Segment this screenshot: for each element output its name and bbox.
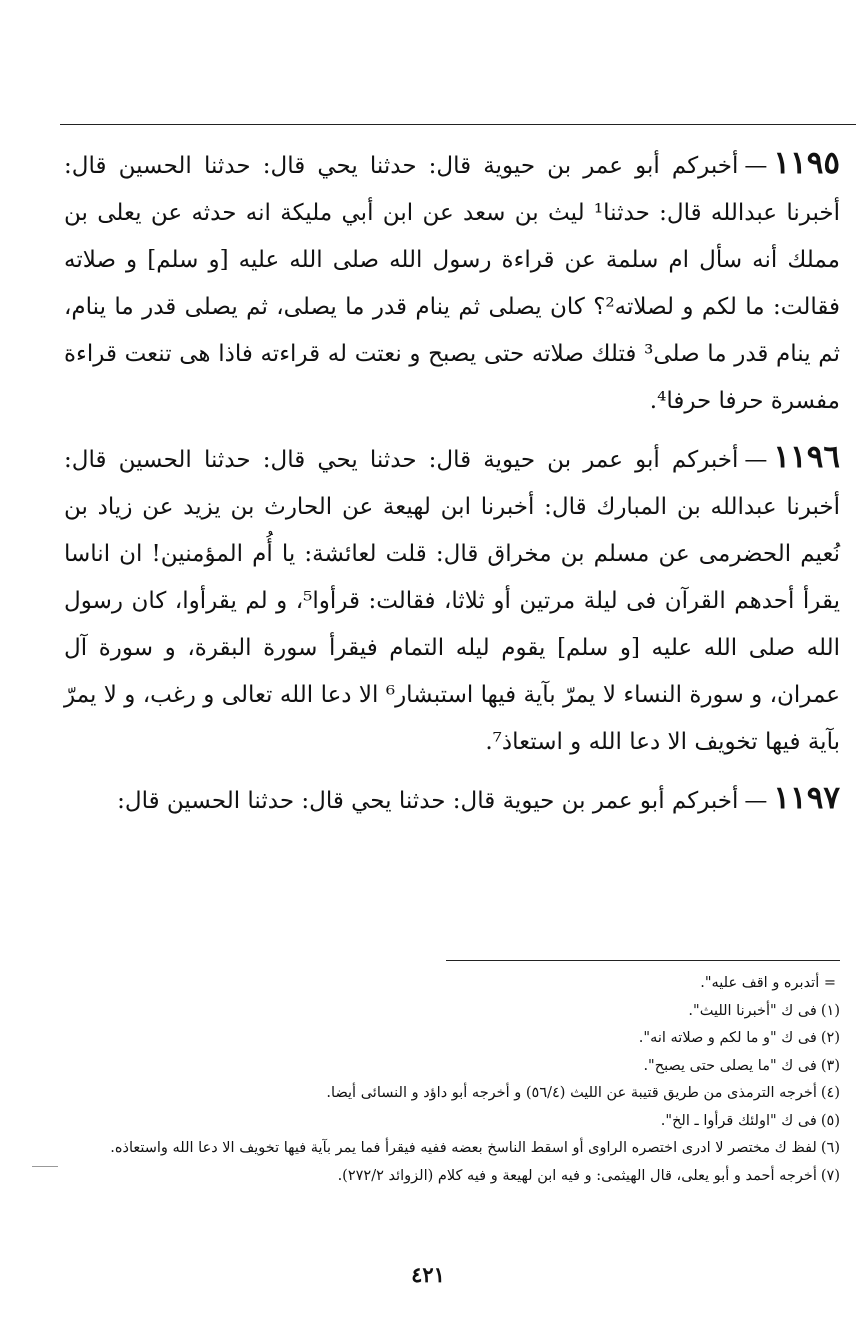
- footnote-text: أخرجه أحمد و أبو يعلى، قال الهيثمى: و فيه ابن لهيعة و فيه كلام (الزوائد ٢٧٢/٢).: [337, 1167, 817, 1184]
- hadith-number: ١١٩٧: [773, 780, 840, 816]
- footnote-6: [40, 1135, 840, 1163]
- page-number: ٤٢١: [411, 1262, 445, 1287]
- footnote-number: (٢): [820, 1030, 840, 1046]
- footnote-text: فى ك "أخبرنا الليث".: [688, 1002, 817, 1019]
- footnote-text: لفظ ك مختصر لا ادرى اختصره الراوى أو اسقط الناسخ بعضه ففيه فيقرأ فما يمر بآية فيها تخويف الا دعا الله واستعاذه.: [110, 1140, 817, 1156]
- main-text: [64, 140, 840, 834]
- hadith-text: أخبركم أبو عمر بن حيوية قال: حدثنا يحي قال: حدثنا الحسين قال:: [117, 788, 739, 814]
- footnotes: [40, 970, 840, 1190]
- footnote-3: [40, 1053, 840, 1081]
- hadith-number: ١١٩٥: [773, 145, 840, 181]
- hadith-1195: [64, 140, 840, 425]
- hadith-1196: [64, 434, 840, 766]
- hadith-text: أخبركم أبو عمر بن حيوية قال: حدثنا يحي قال: حدثنا الحسين قال: أخبرنا عبدالله بن المبارك قال: أخبرنا ابن لهيعة عن الحارث بن يزيد عن زياد بن نُعيم الحضرمى عن مسلم بن مخراق قال: قلت لعائشة: يا أُم المؤمنين! ان اناسا يقرأ أحدهم القرآن فى ليلة مرتين أو ثلاثا، فقالت: قرأوا⁵، و لم يقرأوا، كان رسول الله صلى الله عليه [و سلم] يقوم ليله التمام فيقرأ سورة البقرة، و سورة آل عمران، و سورة النساء لا يمرّ بآية فيها استبشار⁶ الا دعا الله تعالى و رغب، و لا يمرّ بآية فيها تخويف الا دعا الله و استعاذ⁷.: [64, 447, 841, 755]
- footnote-number: (٧): [820, 1167, 840, 1184]
- footnote-separator: [446, 960, 840, 961]
- footnote-5: [40, 1108, 840, 1136]
- hadith-dash: —: [744, 447, 768, 473]
- footnote-number: (٣): [820, 1057, 840, 1074]
- footnote-number: (٥): [820, 1112, 840, 1129]
- footnote-number: (١): [820, 1002, 840, 1019]
- footnote-continuation: [40, 970, 840, 998]
- footnote-2: [40, 1025, 840, 1053]
- footnote-1: [40, 998, 840, 1026]
- footnote-text: فى ك "اولئك قرأوا ـ الخ".: [660, 1112, 817, 1129]
- footnote-number: (٤): [820, 1085, 840, 1101]
- hadith-number: ١١٩٦: [773, 439, 840, 475]
- hadith-1197: [64, 775, 840, 825]
- hadith-dash: —: [744, 153, 768, 179]
- scan-mark: [32, 1166, 58, 1167]
- footnote-text: فى ك "ما يصلى حتى يصبح".: [643, 1057, 817, 1074]
- footnote-text: أخرجه الترمذى من طريق قتيبة عن الليث (٥٦/٤) و أخرجه أبو داؤد و النسائى أيضا.: [326, 1085, 817, 1101]
- footnote-7: [40, 1163, 840, 1191]
- footnote-text: فى ك "و ما لكم و صلاته انه".: [638, 1030, 817, 1046]
- footnote-number: (٦): [820, 1140, 840, 1156]
- header-rule: [60, 124, 856, 125]
- footnote-text: = أتدبره و اقف عليه".: [700, 975, 836, 991]
- hadith-dash: —: [744, 788, 768, 814]
- hadith-text: أخبركم أبو عمر بن حيوية قال: حدثنا يحي قال: حدثنا الحسين قال: أخبرنا عبدالله قال: حدثنا¹ ليث بن سعد عن ابن أبي مليكة انه حدثه عن يعلى بن مملك أنه سأل ام سلمة عن قراءة رسول الله صلى الله عليه [و سلم] و صلاته فقالت: ما لكم و لصلاته²؟ كان يصلى ثم ينام قدر ما يصلى، ثم يصلى قدر ما ينام، ثم ينام قدر ما صلى³ فتلك صلاته حتى يصبح و نعتت له قراءته فاذا هى تنعت قراءة مفسرة حرفا حرفا⁴.: [64, 153, 841, 414]
- footnote-4: [40, 1080, 840, 1108]
